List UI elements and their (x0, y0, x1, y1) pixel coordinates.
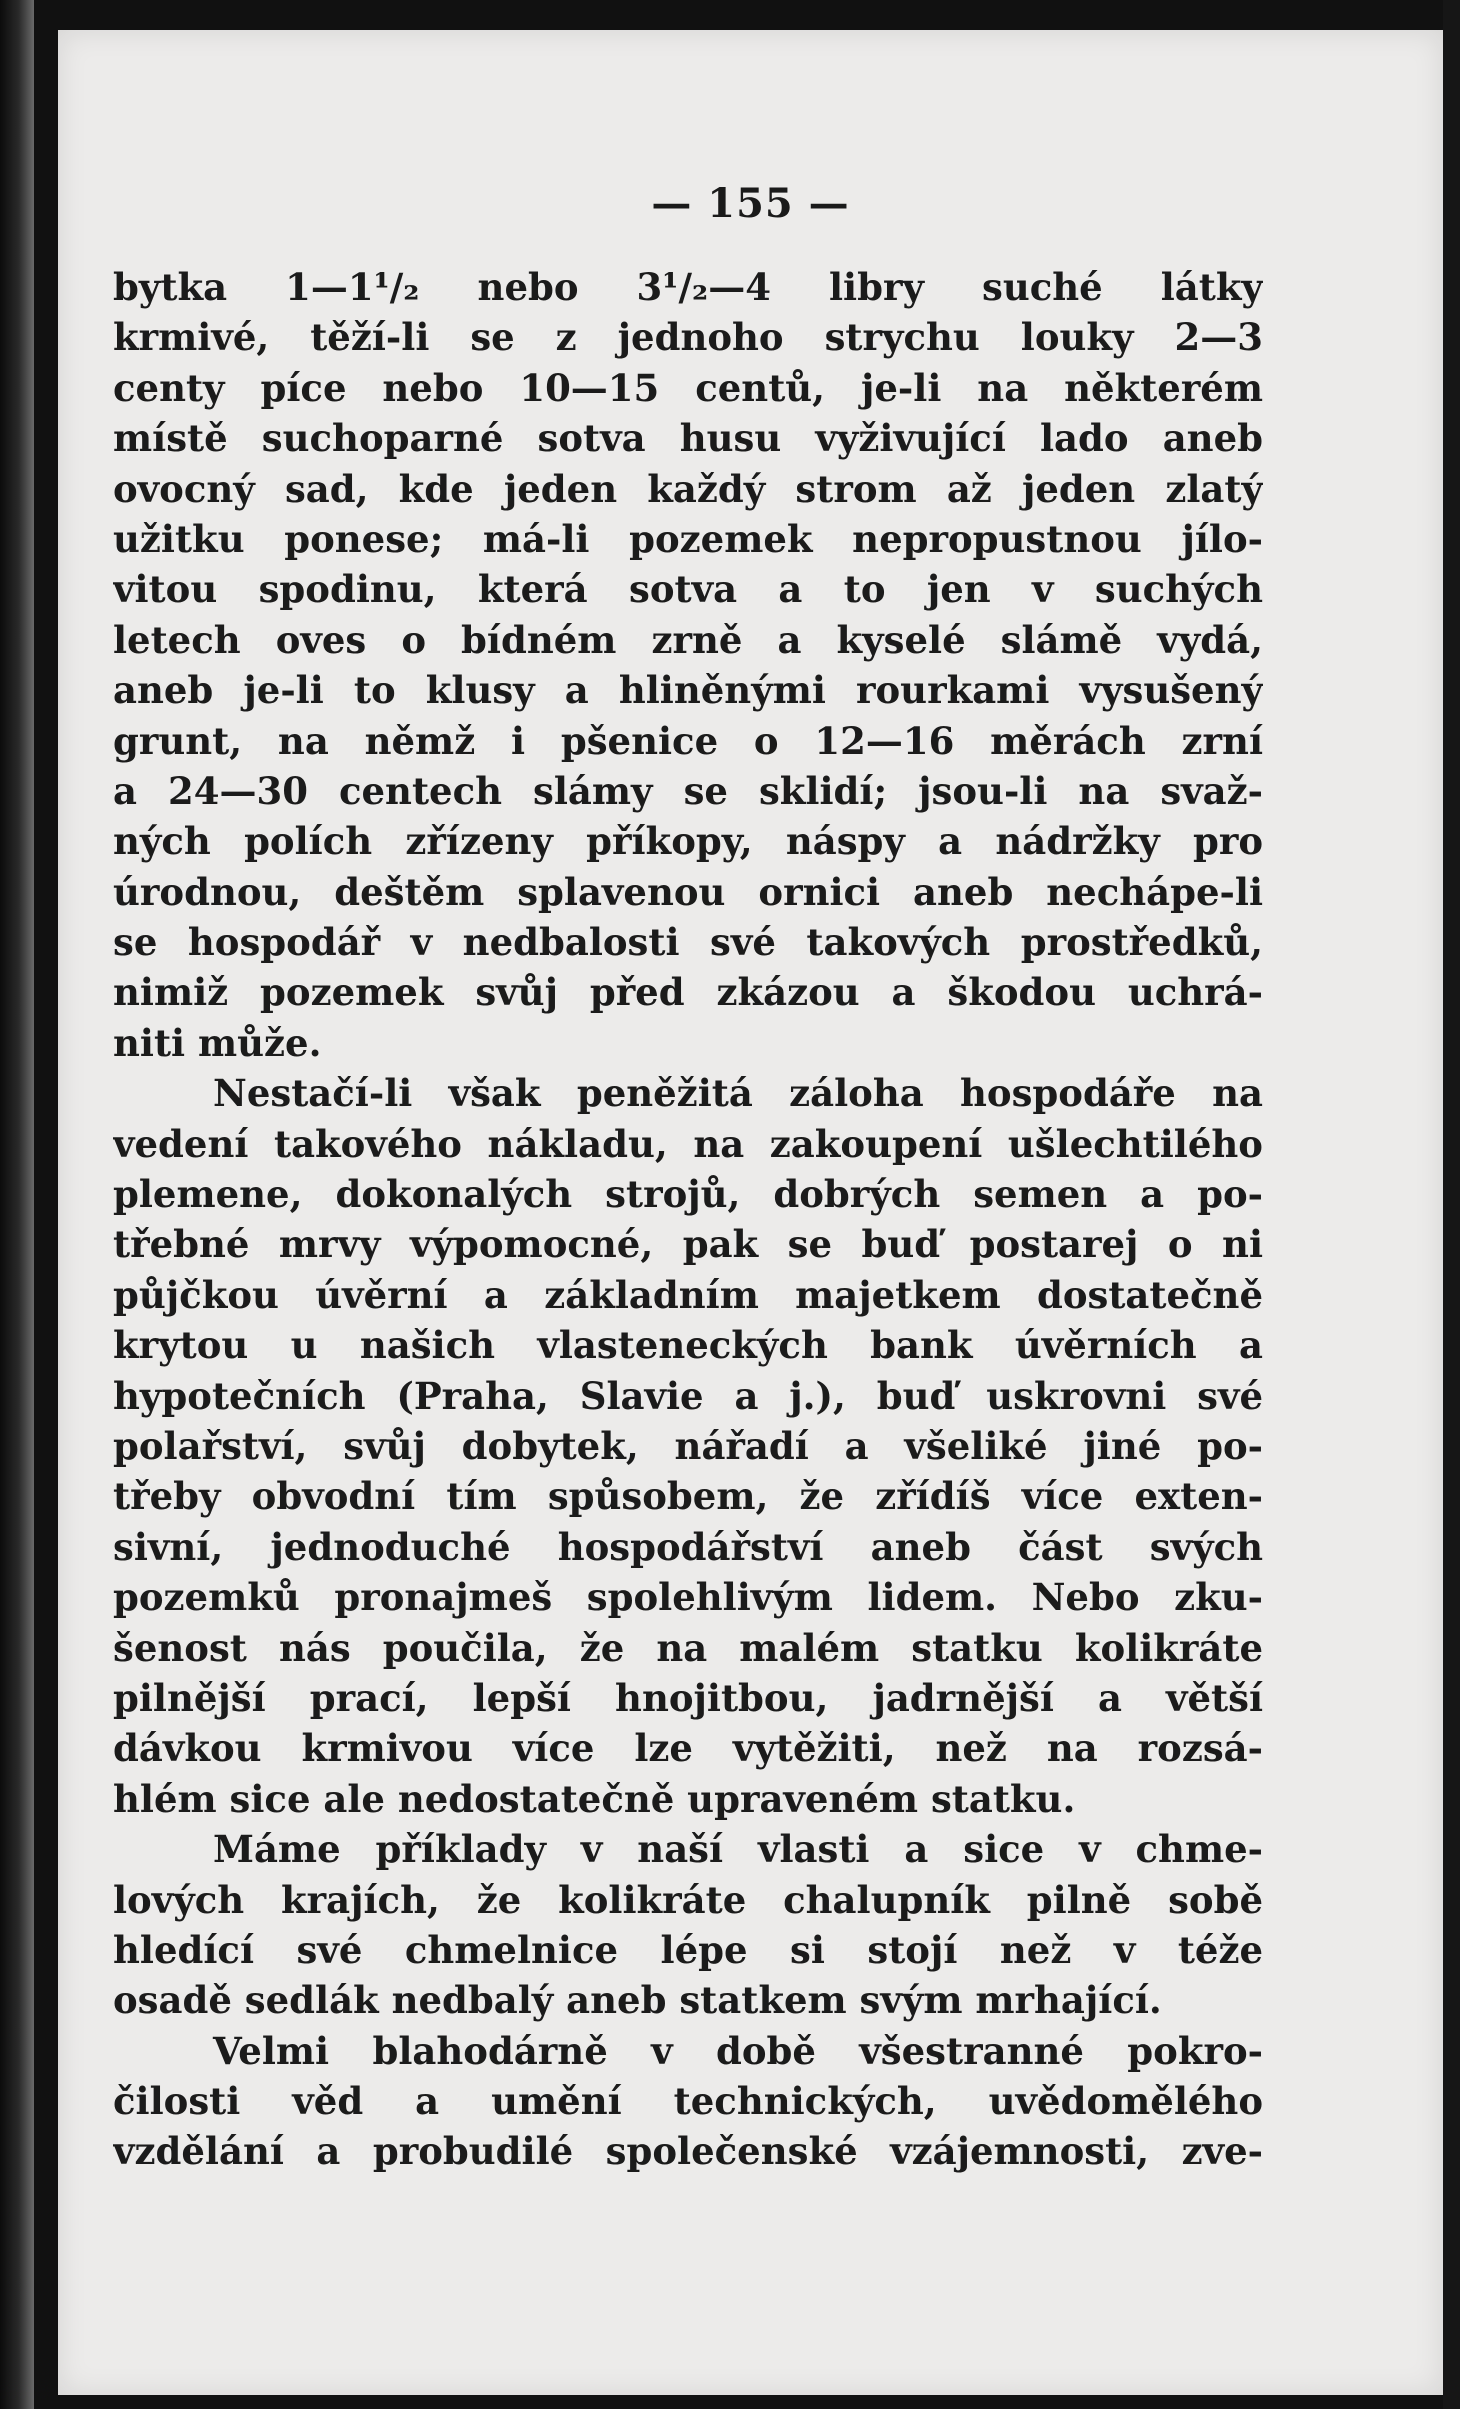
text-line: aneb je-li to klusy a hliněnými rourkami vysušený (113, 668, 1263, 713)
text-line: ných polích zřízeny příkopy, náspy a nádržky pro (113, 819, 1263, 864)
text-line: hlém sice ale nedostatečně upraveném statku. (113, 1776, 1076, 1821)
text-line: niti může. (113, 1020, 322, 1065)
text-line: třebné mrvy výpomocné, pak se buď postarej o ni (113, 1222, 1263, 1267)
previous-page-edge (0, 0, 34, 2409)
text-line: a 24—30 centech slámy se sklidí; jsou-li na svaž- (113, 768, 1263, 813)
text-line: vitou spodinu, která sotva a to jen v suchých (113, 567, 1263, 612)
text-line: čilosti věd a umění technických, uvědomělého (113, 2079, 1263, 2124)
text-line: užitku ponese; má-li pozemek nepropustnou jílo- (113, 516, 1263, 561)
text-line: centy píce nebo 10—15 centů, je-li na některém (113, 365, 1263, 410)
text-line: krmivé, těží-li se z jednoho strychu louky 2—3 (113, 315, 1263, 360)
text-line: Nestačí-li však peněžitá záloha hospodáře na (213, 1071, 1263, 1116)
text-line: krytou u našich vlasteneckých bank úvěrních a (113, 1323, 1263, 1368)
text-line: vzdělání a probudilé společenské vzájemnosti, zve- (113, 2129, 1263, 2174)
body-text (113, 262, 1263, 2177)
text-line: bytka 1—1¹/₂ nebo 3¹/₂—4 libry suché látky (113, 265, 1263, 309)
text-line: pozemků pronajmeš spolehlivým lidem. Nebo zku- (113, 1575, 1263, 1620)
text-line: Máme příklady v naší vlasti a sice v chme- (213, 1827, 1263, 1872)
text-line: vedení takového nákladu, na zakoupení ušlechtilého (113, 1121, 1263, 1166)
text-line: hypotečních (Praha, Slavie a j.), buď uskrovni své (113, 1373, 1263, 1418)
text-line: se hospodář v nedbalosti své takových prostředků, (113, 920, 1263, 965)
book-page (58, 30, 1443, 2395)
text-line: úrodnou, deštěm splavenou ornici aneb nechápe-li (113, 869, 1263, 914)
page-number: — 155 — (651, 180, 850, 227)
text-line: sivní, jednoduché hospodářství aneb část svých (113, 1524, 1263, 1569)
text-line: plemene, dokonalých strojů, dobrých semen a po- (113, 1172, 1263, 1217)
text-line: šenost nás poučila, že na malém statku kolikráte (113, 1625, 1263, 1670)
text-line: půjčkou úvěrní a základním majetkem dostatečně (113, 1272, 1263, 1317)
text-line: osadě sedlák nedbalý aneb statkem svým mrhající. (113, 1978, 1162, 2023)
text-line: polařství, svůj dobytek, nářadí a všeliké jiné po- (113, 1423, 1263, 1468)
text-line: letech oves o bídném zrně a kyselé slámě vydá, (113, 617, 1263, 662)
text-line: pilnější prací, lepší hnojitbou, jadrnější a větší (113, 1675, 1263, 1720)
text-line: Velmi blahodárně v době všestranné pokro- (213, 2028, 1263, 2073)
text-line: nimiž pozemek svůj před zkázou a škodou uchrá- (113, 970, 1263, 1015)
text-line: třeby obvodní tím spůsobem, že zřídíš více exten- (113, 1474, 1263, 1519)
text-line: hledící své chmelnice lépe si stojí než v téže (113, 1927, 1263, 1972)
text-line: dávkou krmivou více lze vytěžiti, než na rozsá- (113, 1726, 1263, 1771)
text-line: místě suchoparné sotva husu vyživující lado aneb (113, 416, 1263, 461)
scan-border (1443, 0, 1460, 2409)
text-line: ovocný sad, kde jeden každý strom až jeden zlatý (113, 466, 1263, 511)
text-line: lových krajích, že kolikráte chalupník pilně sobě (113, 1877, 1263, 1922)
text-line: grunt, na němž i pšenice o 12—16 měrách zrní (113, 718, 1263, 763)
